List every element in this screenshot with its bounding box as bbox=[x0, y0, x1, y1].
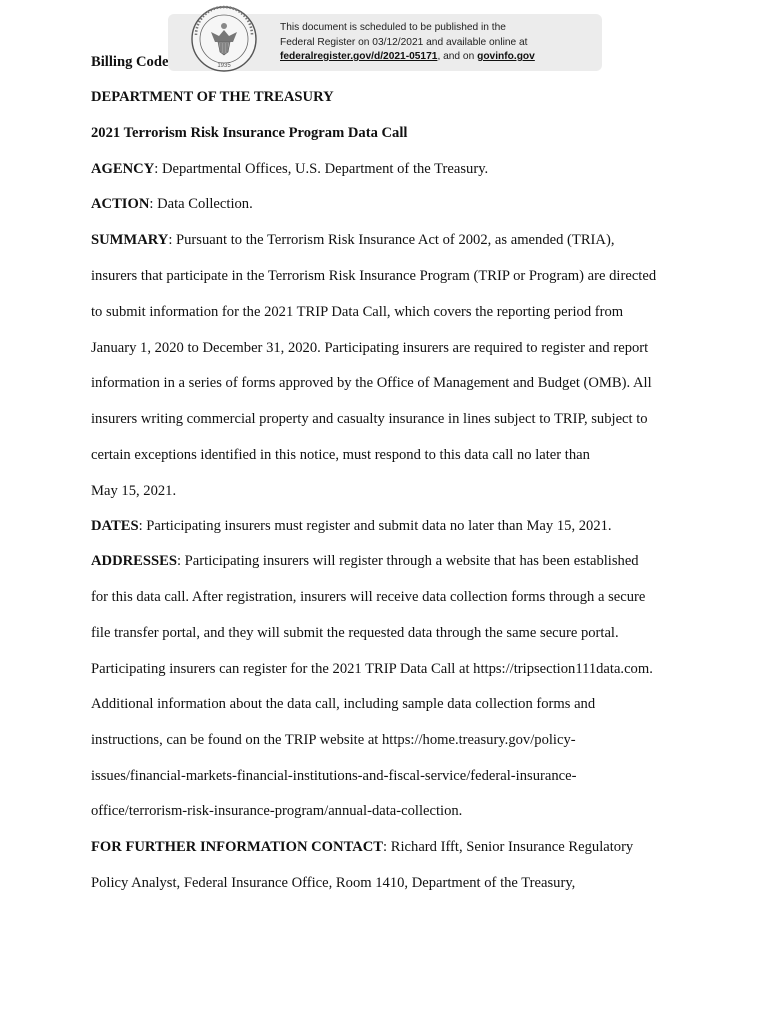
contact-label: FOR FURTHER INFORMATION CONTACT bbox=[91, 839, 384, 855]
addresses-text-line: issues/financial-markets-financial-institutions-and-fiscal-service/federal-insurance- bbox=[91, 768, 577, 784]
summary-text-line: to submit information for the 2021 TRIP Data Call, which covers the reporting period from bbox=[91, 304, 624, 320]
action-line bbox=[91, 195, 253, 213]
summary-line bbox=[91, 231, 614, 249]
department-heading: DEPARTMENT OF THE TREASURY bbox=[91, 89, 334, 105]
summary-text-line: insurers that participate in the Terrorism Risk Insurance Program (TRIP or Program) are directed bbox=[91, 268, 657, 284]
summary-text-line: January 1, 2020 to December 31, 2020. Participating insurers are required to register and report bbox=[91, 340, 649, 356]
addresses-first: : Participating insurers will register through a website that has been established bbox=[176, 553, 639, 569]
addresses-text-line: file transfer portal, and they will submit the requested data through the same secure portal. bbox=[91, 625, 619, 641]
agency-line bbox=[91, 160, 488, 178]
notice-line-1: This document is scheduled to be published in the bbox=[280, 22, 506, 33]
notice-separator: , and on bbox=[437, 51, 478, 62]
addresses-text-line: Participating insurers can register for the 2021 TRIP Data Call at https://tripsection111data.com. bbox=[91, 661, 653, 677]
contact-text-line: Policy Analyst, Federal Insurance Office, Room 1410, Department of the Treasury, bbox=[91, 875, 576, 891]
notice-line-3 bbox=[280, 50, 535, 65]
action-text: : Data Collection. bbox=[149, 196, 253, 212]
agency-label: AGENCY bbox=[91, 161, 155, 177]
addresses-text-line: instructions, can be found on the TRIP website at https://home.treasury.gov/policy- bbox=[91, 732, 576, 748]
dates-text: : Participating insurers must register and submit data no later than May 15, 2021. bbox=[138, 518, 612, 534]
notice-line-2: Federal Register on 03/12/2021 and available online at bbox=[280, 36, 528, 48]
addresses-text-line: for this data call. After registration, insurers will receive data collection forms through a secure bbox=[91, 589, 646, 605]
national-archives-seal-icon bbox=[190, 5, 258, 73]
summary-first: : Pursuant to the Terrorism Risk Insurance Act of 2002, as amended (TRIA), bbox=[168, 232, 615, 248]
addresses-line bbox=[91, 552, 639, 570]
seal-year: 1935 bbox=[217, 63, 231, 69]
summary-text-line: certain exceptions identified in this notice, must respond to this data call no later than bbox=[91, 447, 590, 463]
action-label: ACTION bbox=[91, 196, 150, 212]
addresses-label: ADDRESSES bbox=[91, 553, 177, 569]
billing-code: Billing Code bbox=[91, 54, 169, 70]
summary-text-line: information in a series of forms approved by the Office of Management and Budget (OMB). All bbox=[91, 375, 652, 391]
document-title: 2021 Terrorism Risk Insurance Program Data Call bbox=[91, 125, 408, 141]
addresses-text-line: office/terrorism-risk-insurance-program/annual-data-collection. bbox=[91, 803, 463, 819]
govinfo-link[interactable]: govinfo.gov bbox=[477, 51, 535, 62]
contact-first: : Richard Ifft, Senior Insurance Regulatory bbox=[383, 839, 634, 855]
addresses-text-line: Additional information about the data call, including sample data collection forms and bbox=[91, 696, 596, 712]
summary-label: SUMMARY bbox=[91, 232, 169, 248]
summary-text-line: May 15, 2021. bbox=[91, 483, 177, 499]
dates-line bbox=[91, 517, 612, 535]
dates-label: DATES bbox=[91, 518, 139, 534]
notice-text bbox=[280, 21, 535, 65]
publication-notice-banner bbox=[168, 14, 602, 71]
contact-line bbox=[91, 838, 633, 856]
summary-text-line: insurers writing commercial property and casualty insurance in lines subject to TRIP, subject to bbox=[91, 411, 648, 427]
agency-text: : Departmental Offices, U.S. Department of the Treasury. bbox=[154, 161, 489, 177]
federal-register-link[interactable]: federalregister.gov/d/2021-05171 bbox=[280, 51, 438, 62]
